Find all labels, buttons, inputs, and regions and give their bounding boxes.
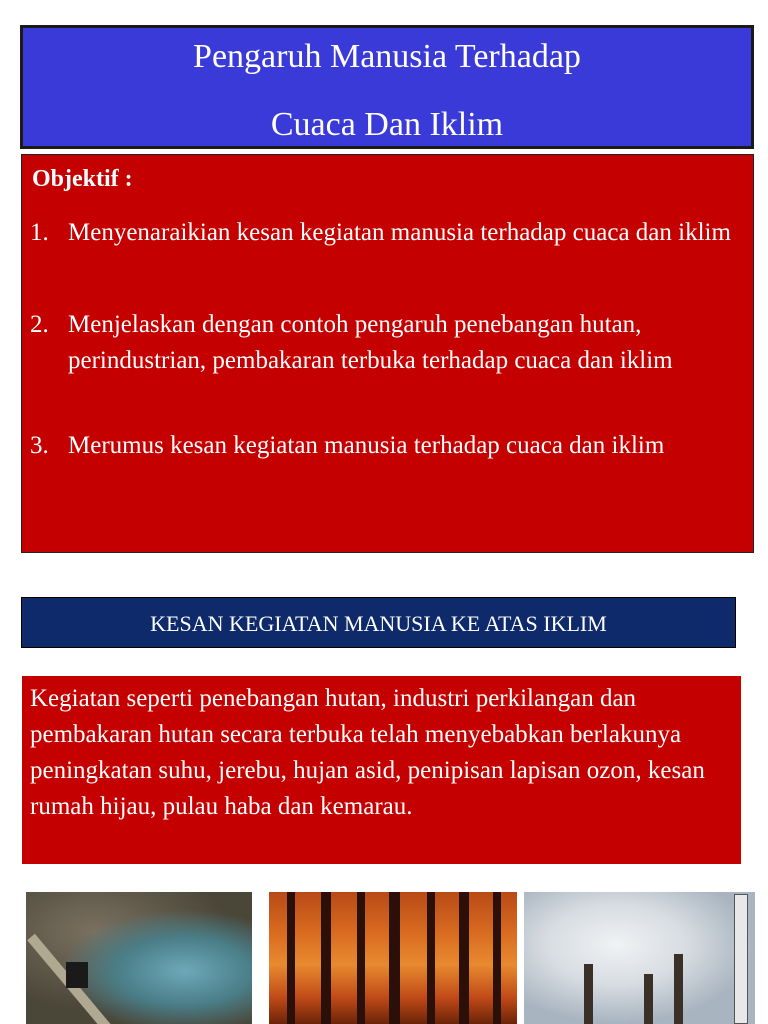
section-heading: KESAN KEGIATAN MANUSIA KE ATAS IKLIM <box>21 597 736 648</box>
tree-trunk <box>321 892 331 1024</box>
tree-trunk <box>493 892 501 1024</box>
title-line-2: Cuaca Dan Iklim <box>270 106 504 143</box>
title-banner <box>20 25 754 149</box>
chimney-shape <box>644 974 653 1024</box>
forest-fire-photo <box>269 892 517 1024</box>
objective-item-1 <box>30 215 745 251</box>
effects-paragraph: Kegiatan seperti penebangan hutan, industri perkilangan dan pembakaran hutan secara terbuka telah menyebabkan berlakunya peningkatan suhu, jerebu, hujan asid, penipisan lapisan ozon, kesan rumah hijau, pulau haba dan kemarau. <box>22 676 741 864</box>
objective-number: 2. <box>30 311 49 338</box>
deforestation-aerial-photo <box>26 892 252 1024</box>
objective-number: 1. <box>30 219 49 246</box>
objective-number: 3. <box>30 432 49 459</box>
objective-text: Menyenaraikian kesan kegiatan manusia terhadap cuaca dan iklim <box>68 219 731 246</box>
chimney-shape <box>734 894 748 1024</box>
chimney-shape <box>674 954 683 1024</box>
tree-trunk <box>287 892 295 1024</box>
tree-trunk <box>459 892 469 1024</box>
tree-trunk <box>357 892 365 1024</box>
objectives-box <box>21 154 754 553</box>
objective-text: Merumus kesan kegiatan manusia terhadap cuaca dan iklim <box>68 432 665 459</box>
objective-item-2 <box>30 307 745 379</box>
objectives-heading: Objektif : <box>32 166 133 192</box>
tree-trunk <box>427 892 435 1024</box>
factory-smoke-photo <box>524 892 755 1024</box>
objective-text: Menjelaskan dengan contoh pengaruh penebangan hutan, perindustrian, pembakaran terbuka terhadap cuaca dan iklim <box>68 311 673 374</box>
objective-item-3 <box>30 428 745 464</box>
title-line-1: Pengaruh Manusia Terhadap <box>193 38 581 75</box>
truck-shape <box>66 962 88 988</box>
tree-trunk <box>389 892 400 1024</box>
chimney-shape <box>584 964 593 1024</box>
